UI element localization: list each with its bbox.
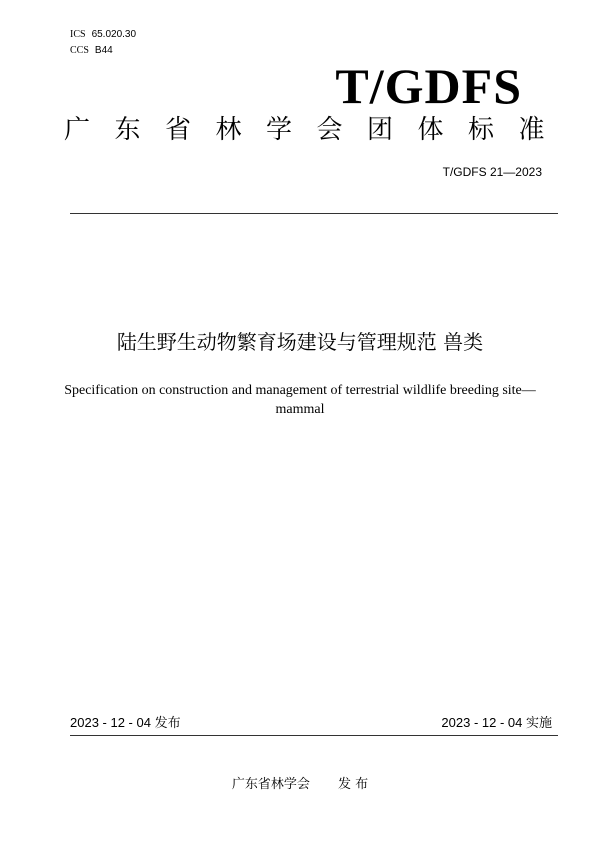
standard-code: T/GDFS 21—2023 <box>442 165 542 179</box>
ccs-classification <box>70 45 113 57</box>
implementation-date <box>441 715 552 732</box>
issue-date-suffix: 发布 <box>154 716 181 731</box>
implementation-date-value: 2023 - 12 - 04 <box>441 715 523 730</box>
issue-date-value: 2023 - 12 - 04 <box>70 715 151 730</box>
publisher-name: 广东省林学会 <box>231 777 310 792</box>
document-title-english: Specification on construction and management of terrestrial wildlife breeding site—mammal <box>64 383 536 417</box>
ccs-code: B44 <box>94 45 113 56</box>
ics-classification <box>70 29 136 41</box>
publisher-line <box>0 776 600 794</box>
header-divider <box>70 213 558 214</box>
organization-standard-title: 广东省林学会团体标准 <box>64 115 570 145</box>
document-title-chinese: 陆生野生动物繁育场建设与管理规范 兽类 <box>116 330 484 354</box>
issue-date <box>70 715 181 732</box>
ccs-label: CCS <box>70 45 89 56</box>
implementation-date-suffix: 实施 <box>525 716 552 731</box>
ics-code: 65.020.30 <box>91 29 137 40</box>
ics-label: ICS <box>70 29 86 40</box>
standard-logo: T/GDFS <box>335 58 522 114</box>
footer-divider <box>70 735 558 736</box>
publish-action: 发 布 <box>337 777 369 792</box>
